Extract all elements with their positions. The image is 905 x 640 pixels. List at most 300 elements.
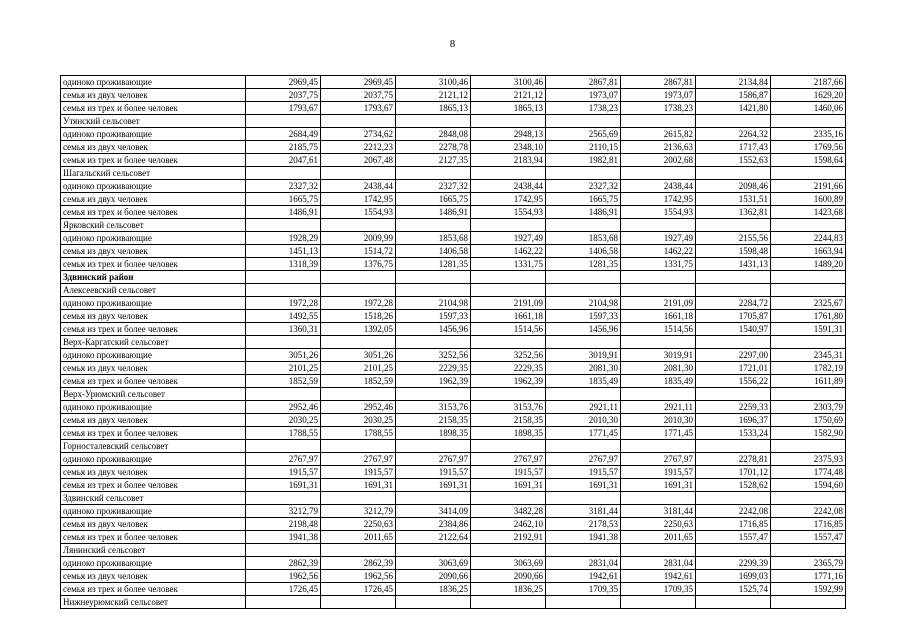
table-cell bbox=[621, 284, 696, 297]
table-row bbox=[61, 362, 846, 375]
table-cell bbox=[696, 544, 771, 557]
table-cell: 3063,69 bbox=[396, 557, 471, 570]
section-name: Ярковский сельсовет bbox=[61, 219, 246, 232]
table-cell: 1554,93 bbox=[621, 206, 696, 219]
table-cell: 1962,56 bbox=[321, 570, 396, 583]
table-cell: 3019,91 bbox=[621, 349, 696, 362]
table-cell: 1716,85 bbox=[771, 518, 846, 531]
table-cell: 2011,65 bbox=[621, 531, 696, 544]
table-cell: 2299,39 bbox=[696, 557, 771, 570]
table-cell: 2127,35 bbox=[396, 154, 471, 167]
table-cell: 1661,18 bbox=[621, 310, 696, 323]
table-cell: 3212,79 bbox=[246, 505, 321, 518]
table-cell: 2121,12 bbox=[396, 89, 471, 102]
section-name: Утянский сельсовет bbox=[61, 115, 246, 128]
table-row bbox=[61, 180, 846, 193]
table-row bbox=[61, 206, 846, 219]
table-cell: 2259,33 bbox=[696, 401, 771, 414]
table-cell bbox=[546, 219, 621, 232]
table-cell bbox=[621, 167, 696, 180]
table-cell bbox=[546, 388, 621, 401]
table-cell: 1742,95 bbox=[621, 193, 696, 206]
table-cell: 2438,44 bbox=[621, 180, 696, 193]
row-label: семья из двух человек bbox=[61, 570, 246, 583]
table-cell bbox=[246, 284, 321, 297]
table-cell bbox=[771, 336, 846, 349]
table-cell: 1788,55 bbox=[321, 427, 396, 440]
table-cell bbox=[546, 336, 621, 349]
table-cell: 1592,99 bbox=[771, 583, 846, 596]
table-cell bbox=[771, 219, 846, 232]
table-cell: 1423,68 bbox=[771, 206, 846, 219]
table-cell: 2438,44 bbox=[471, 180, 546, 193]
row-label: одиноко проживающие bbox=[61, 505, 246, 518]
table-cell: 2767,97 bbox=[396, 453, 471, 466]
table-cell: 1853,68 bbox=[546, 232, 621, 245]
row-label: семья из двух человек bbox=[61, 518, 246, 531]
table-cell bbox=[621, 596, 696, 609]
section-header-row bbox=[61, 596, 846, 609]
table-cell: 2121,12 bbox=[471, 89, 546, 102]
table-cell bbox=[771, 284, 846, 297]
table-row bbox=[61, 128, 846, 141]
table-cell: 1742,95 bbox=[471, 193, 546, 206]
table-row bbox=[61, 583, 846, 596]
table-cell: 2335,16 bbox=[771, 128, 846, 141]
section-header-row bbox=[61, 115, 846, 128]
table-cell: 1525,74 bbox=[696, 583, 771, 596]
table-cell: 2178,53 bbox=[546, 518, 621, 531]
table-cell: 2037,75 bbox=[246, 89, 321, 102]
table-cell bbox=[321, 219, 396, 232]
table-cell: 2110,15 bbox=[546, 141, 621, 154]
table-cell: 1962,39 bbox=[396, 375, 471, 388]
row-label: одиноко проживающие bbox=[61, 453, 246, 466]
section-name: Алексеевский сельсовет bbox=[61, 284, 246, 297]
row-label: семья из двух человек bbox=[61, 414, 246, 427]
table-cell: 1421,80 bbox=[696, 102, 771, 115]
section-name: Верх-Каргатский сельсовет bbox=[61, 336, 246, 349]
table-cell bbox=[696, 492, 771, 505]
table-cell: 1540,97 bbox=[696, 323, 771, 336]
row-label: семья из двух человек bbox=[61, 310, 246, 323]
table-cell bbox=[321, 284, 396, 297]
table-cell: 2037,75 bbox=[321, 89, 396, 102]
table-cell: 2192,91 bbox=[471, 531, 546, 544]
table-cell bbox=[771, 544, 846, 557]
table-cell: 2325,67 bbox=[771, 297, 846, 310]
table-cell bbox=[696, 271, 771, 284]
section-header-row bbox=[61, 167, 846, 180]
table-cell bbox=[396, 115, 471, 128]
table-cell bbox=[771, 492, 846, 505]
table-cell: 1696,37 bbox=[696, 414, 771, 427]
table-cell: 1691,31 bbox=[621, 479, 696, 492]
table-cell: 1782,19 bbox=[771, 362, 846, 375]
table-cell bbox=[546, 167, 621, 180]
table-row bbox=[61, 453, 846, 466]
table-cell: 1528,62 bbox=[696, 479, 771, 492]
table-cell bbox=[396, 219, 471, 232]
table-cell: 1281,35 bbox=[546, 258, 621, 271]
table-cell bbox=[246, 271, 321, 284]
section-name: Верх-Урюмский сельсовет bbox=[61, 388, 246, 401]
table-cell: 1836,25 bbox=[396, 583, 471, 596]
table-cell: 1927,49 bbox=[471, 232, 546, 245]
table-cell: 2327,32 bbox=[396, 180, 471, 193]
table-cell: 2090,66 bbox=[471, 570, 546, 583]
table-cell: 1793,67 bbox=[246, 102, 321, 115]
row-label: одиноко проживающие bbox=[61, 128, 246, 141]
table-cell bbox=[246, 440, 321, 453]
table-cell: 1853,68 bbox=[396, 232, 471, 245]
table-cell: 2284,72 bbox=[696, 297, 771, 310]
table-cell: 2104,98 bbox=[546, 297, 621, 310]
table-cell: 1742,95 bbox=[321, 193, 396, 206]
table-cell: 1462,22 bbox=[471, 245, 546, 258]
table-cell: 2104,98 bbox=[396, 297, 471, 310]
row-label: семья из трех и более человек bbox=[61, 427, 246, 440]
table-cell: 2969,45 bbox=[321, 76, 396, 89]
table-cell: 1598,48 bbox=[696, 245, 771, 258]
table-cell: 1793,67 bbox=[321, 102, 396, 115]
table-cell: 1492,55 bbox=[246, 310, 321, 323]
section-header-row bbox=[61, 219, 846, 232]
table-cell: 2867,81 bbox=[621, 76, 696, 89]
table-cell: 1771,16 bbox=[771, 570, 846, 583]
table-cell: 2136,63 bbox=[621, 141, 696, 154]
table-cell: 2198,48 bbox=[246, 518, 321, 531]
table-row bbox=[61, 245, 846, 258]
table-cell bbox=[246, 167, 321, 180]
table-cell: 1331,75 bbox=[471, 258, 546, 271]
table-cell: 2101,25 bbox=[321, 362, 396, 375]
table-cell bbox=[471, 336, 546, 349]
row-label: семья из трех и более человек bbox=[61, 583, 246, 596]
table-cell bbox=[771, 115, 846, 128]
table-cell: 2438,44 bbox=[321, 180, 396, 193]
table-cell: 1554,93 bbox=[321, 206, 396, 219]
row-label: одиноко проживающие bbox=[61, 557, 246, 570]
table-cell bbox=[246, 388, 321, 401]
table-cell bbox=[546, 544, 621, 557]
table-row bbox=[61, 375, 846, 388]
table-cell: 2002,68 bbox=[621, 154, 696, 167]
table-cell bbox=[696, 219, 771, 232]
table-cell: 2155,56 bbox=[696, 232, 771, 245]
page-number: 8 bbox=[449, 38, 456, 50]
section-name: Горносталевский сельсовет bbox=[61, 440, 246, 453]
table-cell: 1600,89 bbox=[771, 193, 846, 206]
table-cell: 2345,31 bbox=[771, 349, 846, 362]
table-cell: 1738,23 bbox=[621, 102, 696, 115]
table-cell: 1927,49 bbox=[621, 232, 696, 245]
table-cell: 2767,97 bbox=[546, 453, 621, 466]
row-label: семья из трех и более человек bbox=[61, 375, 246, 388]
table-cell: 1835,49 bbox=[546, 375, 621, 388]
table-row bbox=[61, 518, 846, 531]
table-row bbox=[61, 76, 846, 89]
table-row bbox=[61, 232, 846, 245]
table-row bbox=[61, 531, 846, 544]
table-cell: 1750,69 bbox=[771, 414, 846, 427]
table-cell bbox=[696, 336, 771, 349]
table-cell: 2183,94 bbox=[471, 154, 546, 167]
table-cell: 2952,46 bbox=[321, 401, 396, 414]
table-cell: 1835,49 bbox=[621, 375, 696, 388]
row-label: семья из трех и более человек bbox=[61, 102, 246, 115]
row-label: одиноко проживающие bbox=[61, 232, 246, 245]
table-cell bbox=[621, 219, 696, 232]
table-cell: 1392,05 bbox=[321, 323, 396, 336]
table-cell: 1962,56 bbox=[246, 570, 321, 583]
table-row bbox=[61, 479, 846, 492]
table-cell: 1771,45 bbox=[621, 427, 696, 440]
table-cell: 1514,56 bbox=[621, 323, 696, 336]
table-cell: 2090,66 bbox=[396, 570, 471, 583]
table-cell: 1709,35 bbox=[621, 583, 696, 596]
table-cell: 2831,04 bbox=[546, 557, 621, 570]
table-cell bbox=[471, 492, 546, 505]
table-cell: 1514,56 bbox=[471, 323, 546, 336]
table-cell: 2229,35 bbox=[471, 362, 546, 375]
table-cell: 1915,57 bbox=[471, 466, 546, 479]
table-cell bbox=[396, 284, 471, 297]
table-cell: 2030,25 bbox=[321, 414, 396, 427]
table-cell: 1586,87 bbox=[696, 89, 771, 102]
table-cell: 1462,22 bbox=[621, 245, 696, 258]
table-cell: 3051,26 bbox=[321, 349, 396, 362]
table-cell bbox=[546, 596, 621, 609]
section-header-row bbox=[61, 388, 846, 401]
table-row bbox=[61, 154, 846, 167]
table-cell: 3482,28 bbox=[471, 505, 546, 518]
table-cell: 2327,32 bbox=[246, 180, 321, 193]
table-cell: 2158,35 bbox=[471, 414, 546, 427]
table-cell: 1665,75 bbox=[246, 193, 321, 206]
table-cell: 1406,58 bbox=[546, 245, 621, 258]
table-cell: 1761,80 bbox=[771, 310, 846, 323]
table-cell: 2365,79 bbox=[771, 557, 846, 570]
table-row bbox=[61, 557, 846, 570]
table-cell: 2242,08 bbox=[696, 505, 771, 518]
table-cell: 2278,81 bbox=[696, 453, 771, 466]
row-label: семья из трех и более человек bbox=[61, 531, 246, 544]
table-row bbox=[61, 466, 846, 479]
table-cell: 1701,12 bbox=[696, 466, 771, 479]
table-cell: 2101,25 bbox=[246, 362, 321, 375]
row-label: семья из трех и более человек bbox=[61, 258, 246, 271]
table-cell: 2948,13 bbox=[471, 128, 546, 141]
table-cell: 2229,35 bbox=[396, 362, 471, 375]
table-cell: 1376,75 bbox=[321, 258, 396, 271]
table-cell: 1661,18 bbox=[471, 310, 546, 323]
table-cell bbox=[321, 271, 396, 284]
table-cell bbox=[621, 440, 696, 453]
table-cell: 1973,07 bbox=[546, 89, 621, 102]
table-cell: 2831,04 bbox=[621, 557, 696, 570]
table-cell: 2134,84 bbox=[696, 76, 771, 89]
table-cell: 2969,45 bbox=[246, 76, 321, 89]
row-label: семья из трех и более человек bbox=[61, 479, 246, 492]
table-row bbox=[61, 89, 846, 102]
table-cell: 1705,87 bbox=[696, 310, 771, 323]
table-cell bbox=[546, 115, 621, 128]
table-cell: 3019,91 bbox=[546, 349, 621, 362]
section-header-row bbox=[61, 440, 846, 453]
table-cell: 2250,63 bbox=[621, 518, 696, 531]
table-row bbox=[61, 427, 846, 440]
table-cell bbox=[621, 544, 696, 557]
table-cell bbox=[471, 284, 546, 297]
table-cell: 1836,25 bbox=[471, 583, 546, 596]
table-cell bbox=[321, 167, 396, 180]
table-cell: 1629,20 bbox=[771, 89, 846, 102]
table-cell: 2921,11 bbox=[621, 401, 696, 414]
table-cell: 1726,45 bbox=[321, 583, 396, 596]
table-cell: 2462,10 bbox=[471, 518, 546, 531]
table-cell: 1738,23 bbox=[546, 102, 621, 115]
table-cell: 1709,35 bbox=[546, 583, 621, 596]
table-cell: 1665,75 bbox=[546, 193, 621, 206]
section-name: Шагальский сельсовет bbox=[61, 167, 246, 180]
table-cell: 2264,32 bbox=[696, 128, 771, 141]
table-cell bbox=[321, 440, 396, 453]
table-cell: 1865,13 bbox=[471, 102, 546, 115]
table-cell: 3063,69 bbox=[471, 557, 546, 570]
table-row bbox=[61, 310, 846, 323]
table-row bbox=[61, 323, 846, 336]
table-cell bbox=[471, 388, 546, 401]
table-cell: 2250,63 bbox=[321, 518, 396, 531]
table-cell: 1281,35 bbox=[396, 258, 471, 271]
table-cell: 2767,97 bbox=[321, 453, 396, 466]
table-cell: 1717,43 bbox=[696, 141, 771, 154]
table-cell bbox=[696, 596, 771, 609]
table-cell: 1915,57 bbox=[546, 466, 621, 479]
table-cell bbox=[246, 219, 321, 232]
table-cell: 3252,56 bbox=[396, 349, 471, 362]
table-cell: 1489,20 bbox=[771, 258, 846, 271]
table-cell: 2158,35 bbox=[396, 414, 471, 427]
section-name: Лянинский сельсовет bbox=[61, 544, 246, 557]
section-header-row bbox=[61, 492, 846, 505]
table-cell: 2098,46 bbox=[696, 180, 771, 193]
table-cell: 2867,81 bbox=[546, 76, 621, 89]
table-cell: 1582,90 bbox=[771, 427, 846, 440]
table-cell: 2212,23 bbox=[321, 141, 396, 154]
table-cell bbox=[621, 492, 696, 505]
table-row bbox=[61, 570, 846, 583]
table-cell bbox=[396, 440, 471, 453]
row-label: семья из двух человек bbox=[61, 245, 246, 258]
table-cell: 2047,61 bbox=[246, 154, 321, 167]
table-cell: 2081,30 bbox=[621, 362, 696, 375]
table-cell bbox=[396, 388, 471, 401]
table-cell: 1865,13 bbox=[396, 102, 471, 115]
table-cell: 1691,31 bbox=[396, 479, 471, 492]
table-cell: 2615,82 bbox=[621, 128, 696, 141]
table-cell bbox=[546, 492, 621, 505]
row-label: одиноко проживающие bbox=[61, 180, 246, 193]
table-cell: 1941,38 bbox=[546, 531, 621, 544]
table-row bbox=[61, 102, 846, 115]
table-cell: 2734,62 bbox=[321, 128, 396, 141]
table-cell: 2191,09 bbox=[621, 297, 696, 310]
table-cell: 1665,75 bbox=[396, 193, 471, 206]
table-cell bbox=[771, 271, 846, 284]
table-cell: 1942,61 bbox=[546, 570, 621, 583]
table-row bbox=[61, 258, 846, 271]
table-cell: 2327,32 bbox=[546, 180, 621, 193]
table-row bbox=[61, 505, 846, 518]
table-cell: 2010,30 bbox=[546, 414, 621, 427]
table-cell bbox=[396, 167, 471, 180]
table-cell bbox=[321, 492, 396, 505]
table-cell: 1726,45 bbox=[246, 583, 321, 596]
table-cell: 1663,94 bbox=[771, 245, 846, 258]
table-cell: 2081,30 bbox=[546, 362, 621, 375]
table-cell: 2122,64 bbox=[396, 531, 471, 544]
table-cell: 1852,59 bbox=[321, 375, 396, 388]
table-cell: 1597,33 bbox=[546, 310, 621, 323]
row-label: семья из двух человек bbox=[61, 141, 246, 154]
section-header-row bbox=[61, 284, 846, 297]
table-cell: 2921,11 bbox=[546, 401, 621, 414]
table-cell: 1788,55 bbox=[246, 427, 321, 440]
table-row bbox=[61, 414, 846, 427]
table-cell bbox=[396, 336, 471, 349]
table-cell: 2303,79 bbox=[771, 401, 846, 414]
table-cell: 2862,39 bbox=[246, 557, 321, 570]
table-cell: 2952,46 bbox=[246, 401, 321, 414]
row-label: семья из двух человек bbox=[61, 193, 246, 206]
table-cell: 2067,48 bbox=[321, 154, 396, 167]
table-cell: 3414,09 bbox=[396, 505, 471, 518]
table-cell: 1431,13 bbox=[696, 258, 771, 271]
table-cell bbox=[696, 284, 771, 297]
table-cell bbox=[321, 596, 396, 609]
table-cell: 1597,33 bbox=[396, 310, 471, 323]
table-row bbox=[61, 349, 846, 362]
row-label: семья из двух человек bbox=[61, 466, 246, 479]
table-cell: 1451,13 bbox=[246, 245, 321, 258]
table-cell bbox=[771, 167, 846, 180]
row-label: одиноко проживающие bbox=[61, 297, 246, 310]
table-cell: 1514,72 bbox=[321, 245, 396, 258]
table-cell bbox=[396, 492, 471, 505]
table-cell: 1928,29 bbox=[246, 232, 321, 245]
table-cell: 3100,46 bbox=[396, 76, 471, 89]
table-cell bbox=[471, 115, 546, 128]
table-cell: 1769,56 bbox=[771, 141, 846, 154]
table-cell: 1531,51 bbox=[696, 193, 771, 206]
table-cell bbox=[621, 336, 696, 349]
table-cell: 1942,61 bbox=[621, 570, 696, 583]
table-cell: 2767,97 bbox=[471, 453, 546, 466]
table-cell: 3181,44 bbox=[546, 505, 621, 518]
table-cell bbox=[621, 388, 696, 401]
row-label: семья из трех и более человек bbox=[61, 206, 246, 219]
table-cell: 1552,63 bbox=[696, 154, 771, 167]
table-cell: 2030,25 bbox=[246, 414, 321, 427]
table-cell: 1691,31 bbox=[321, 479, 396, 492]
table-cell bbox=[321, 388, 396, 401]
table-cell: 1486,91 bbox=[396, 206, 471, 219]
section-header-row bbox=[61, 336, 846, 349]
row-label: семья из трех и более человек bbox=[61, 154, 246, 167]
table-cell: 1406,58 bbox=[396, 245, 471, 258]
